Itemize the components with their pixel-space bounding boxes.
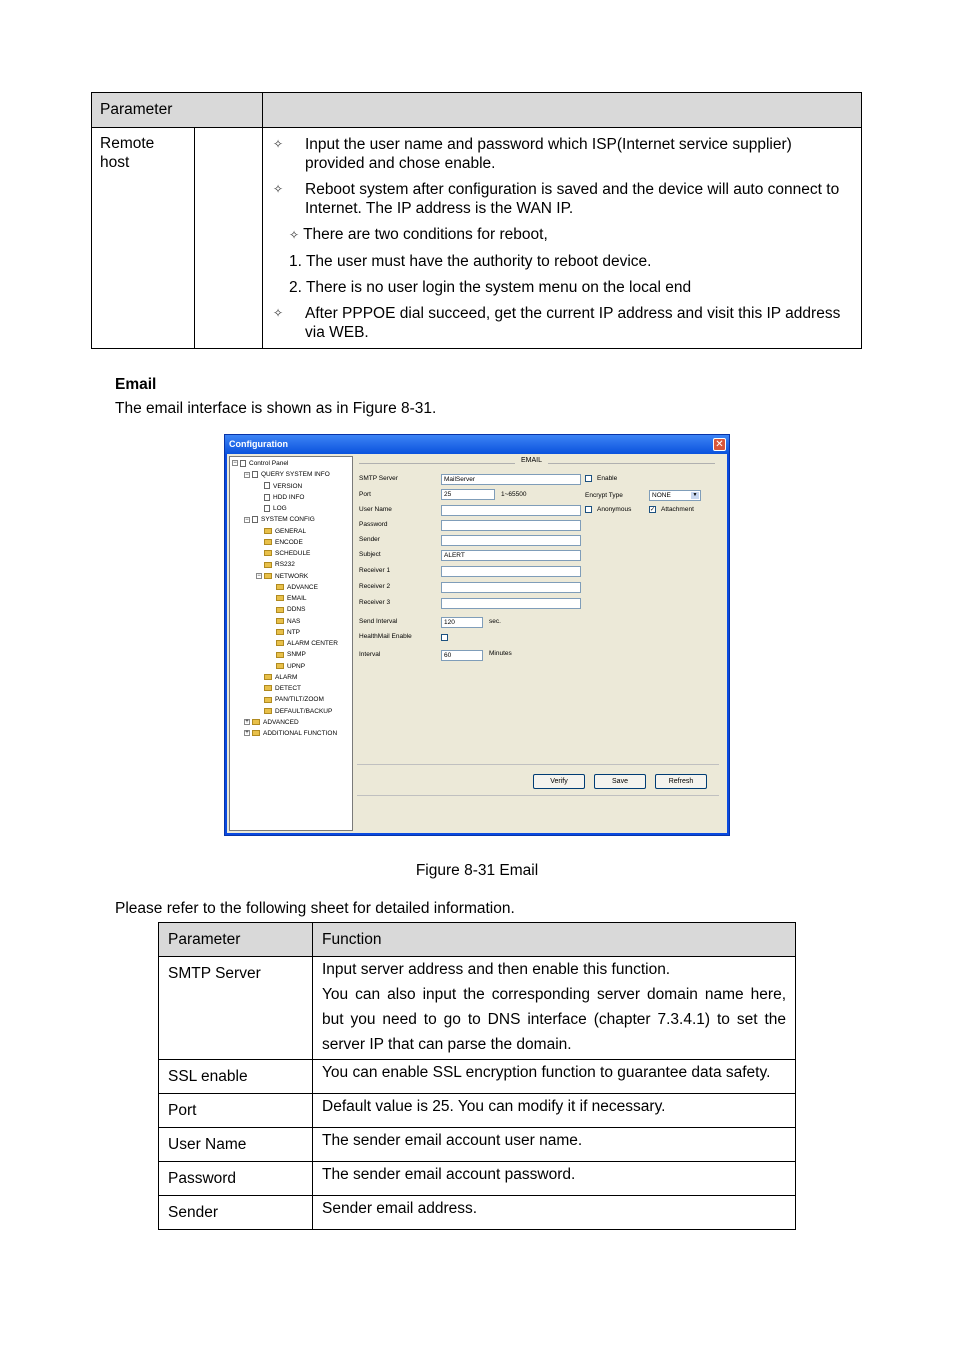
table-header-row	[92, 93, 862, 128]
close-icon[interactable]: ✕	[713, 438, 726, 451]
folder-icon	[276, 584, 284, 590]
tree-item[interactable]	[244, 718, 299, 728]
folder-icon	[252, 719, 260, 725]
folder-icon	[276, 629, 284, 635]
user-name-input[interactable]	[441, 505, 581, 516]
window-title: Configuration	[225, 435, 729, 454]
header-parameter: Parameter	[92, 93, 263, 128]
tree-item-label: DETECT	[275, 685, 301, 692]
param-cell: SMTP Server	[159, 957, 313, 1060]
tree-item[interactable]	[256, 538, 303, 548]
receiver3-label: Receiver 3	[359, 599, 391, 606]
tree-item-label: UPNP	[287, 662, 306, 670]
table-row	[159, 1060, 796, 1094]
bullet-item	[263, 180, 861, 218]
minutes-label: Minutes	[489, 650, 512, 657]
send-interval-input[interactable]: 120	[441, 617, 483, 628]
param-cell: User Name	[159, 1128, 313, 1162]
config-tree	[229, 456, 353, 831]
table-row	[159, 1162, 796, 1196]
remote-host-table	[91, 92, 862, 349]
attachment-checkbox[interactable]: ✓	[650, 507, 656, 513]
encrypt-type-value: NONE	[652, 492, 671, 499]
figure-caption: Figure 8-31 Email	[415, 862, 539, 879]
folder-icon	[264, 697, 272, 703]
group-title: EMAIL	[515, 457, 548, 464]
function-text: You can also input the corresponding server domain name here, but you need to go to DNS interface (chapter 7.3.4.1) to set the server IP that can parse the domain.	[322, 986, 786, 1053]
tree-item-label: ALARM	[275, 673, 298, 681]
attachment-label: Attachment	[661, 506, 694, 513]
password-input[interactable]	[441, 520, 581, 531]
tree-item[interactable]	[256, 572, 308, 582]
tree-item-label: GENERAL	[275, 527, 307, 535]
tree-item-label: DDNS	[287, 606, 306, 614]
folder-icon	[264, 562, 272, 568]
tree-item[interactable]	[256, 707, 332, 717]
sender-input[interactable]	[441, 535, 581, 546]
enable-label: Enable	[597, 475, 618, 482]
table-row	[159, 1094, 796, 1128]
bullet-icon: ✧	[273, 306, 284, 320]
sec-label: sec.	[489, 618, 501, 625]
header-parameter: Parameter	[159, 923, 313, 957]
tree-item[interactable]	[268, 639, 338, 649]
folder-icon	[264, 708, 272, 714]
tree-item[interactable]	[268, 594, 307, 604]
bullet-item	[263, 304, 861, 342]
expand-icon[interactable]: +	[245, 730, 249, 737]
tree-item[interactable]	[256, 504, 287, 514]
tree-item[interactable]	[256, 527, 306, 537]
folder-icon	[252, 730, 260, 736]
section-heading: Email	[115, 376, 157, 393]
folder-icon	[276, 618, 284, 624]
email-panel	[355, 456, 725, 831]
function-text: Sender email address.	[322, 1200, 478, 1217]
folder-icon	[276, 607, 284, 613]
folder-icon	[276, 640, 284, 646]
function-cell	[313, 1162, 796, 1196]
table-row	[159, 1128, 796, 1162]
table-header-row	[159, 923, 796, 957]
function-text: Input server address and then enable this function.	[322, 961, 671, 978]
folder-icon	[264, 674, 272, 680]
tree-item[interactable]	[256, 482, 302, 492]
smtp-server-input[interactable]: MailServer	[441, 474, 581, 485]
tree-item[interactable]	[256, 560, 295, 570]
function-cell	[313, 1196, 796, 1230]
tree-item[interactable]	[244, 729, 337, 739]
healthmail-enable-label: HealthMail Enable	[359, 633, 412, 640]
tree-item[interactable]	[268, 650, 306, 660]
function-cell	[313, 1060, 796, 1094]
bullet-icon: ✧	[289, 228, 300, 242]
user-name-label: User Name	[359, 506, 392, 513]
bullet-text: After PPPOE dial succeed, get the current IP address and visit this IP address via WEB.	[305, 305, 841, 341]
encrypt-type-label: Encrypt Type	[585, 492, 623, 499]
port-input[interactable]: 25	[441, 489, 495, 500]
tree-item[interactable]	[256, 684, 301, 694]
table-row	[159, 1196, 796, 1230]
chevron-down-icon: ▼	[692, 492, 698, 498]
enable-checkbox[interactable]	[585, 475, 592, 482]
smtp-server-label: SMTP Server	[359, 475, 398, 482]
table-row	[92, 128, 862, 349]
subject-input[interactable]: ALERT	[441, 550, 581, 561]
window-body	[227, 454, 727, 833]
function-text: The sender email account password.	[322, 1166, 576, 1183]
tree-item-label: PAN/TILT/ZOOM	[275, 696, 324, 704]
tree-item-label: SNMP	[287, 651, 306, 659]
empty-cell	[195, 128, 263, 349]
section-intro: The email interface is shown as in Figure 8-31.	[115, 400, 437, 417]
refresh-button[interactable]: Refresh	[655, 774, 707, 789]
tree-item[interactable]	[268, 628, 300, 638]
save-button[interactable]: Save	[594, 774, 646, 789]
healthmail-enable-checkbox[interactable]	[441, 634, 448, 641]
receiver1-input[interactable]	[441, 566, 581, 577]
sub-bullet-text: There are two conditions for reboot,	[303, 226, 548, 243]
tree-item-label: LOG	[273, 505, 287, 512]
description-cell	[263, 128, 862, 349]
receiver2-label: Receiver 2	[359, 583, 391, 590]
divider	[357, 795, 719, 796]
anonymous-checkbox[interactable]	[585, 506, 592, 513]
function-cell	[313, 1094, 796, 1128]
receiver3-input[interactable]	[441, 598, 581, 609]
password-label: Password	[359, 521, 388, 528]
folder-icon	[264, 685, 272, 691]
function-text: Default value is 25. You can modify it if necessary.	[322, 1098, 666, 1115]
tree-item[interactable]	[256, 493, 304, 503]
refer-text: Please refer to the following sheet for detailed information.	[115, 900, 515, 917]
tree-item[interactable]	[256, 549, 310, 559]
system-icon	[252, 471, 258, 478]
tree-item-label: HDD INFO	[273, 493, 305, 501]
tree-item-label: ENCODE	[275, 538, 303, 546]
document-icon	[240, 460, 246, 467]
tree-item[interactable]	[268, 617, 300, 627]
tree-item-label: ALARM CENTER	[287, 640, 338, 647]
tree-item-label: VERSION	[273, 482, 303, 490]
header-empty	[263, 93, 862, 128]
tree-item[interactable]	[232, 459, 288, 469]
tree-item-label: ADVANCE	[287, 583, 318, 591]
param-cell: SSL enable	[159, 1060, 313, 1094]
port-range-label: 1~65500	[501, 491, 527, 498]
receiver1-label: Receiver 1	[359, 567, 391, 574]
header-function: Function	[313, 923, 796, 957]
folder-icon	[264, 539, 272, 545]
bullet-icon: ✧	[273, 137, 284, 151]
anonymous-label: Anonymous	[597, 506, 632, 513]
folder-icon	[276, 652, 284, 658]
condition-item: 1. The user must have the authority to reboot device.	[289, 253, 652, 270]
send-interval-label: Send Interval	[359, 618, 398, 625]
row-label-remote-host: Remote host	[92, 128, 195, 349]
collapse-icon[interactable]: −	[245, 471, 249, 478]
encrypt-type-select[interactable]	[649, 490, 701, 501]
function-cell	[313, 1128, 796, 1162]
collapse-icon[interactable]: −	[257, 572, 261, 579]
port-label: Port	[359, 491, 371, 498]
param-cell: Port	[159, 1094, 313, 1128]
tree-item[interactable]	[256, 673, 297, 683]
folder-icon	[264, 550, 272, 556]
receiver2-input[interactable]	[441, 582, 581, 593]
interval-input[interactable]: 60	[441, 650, 483, 661]
param-cell: Password	[159, 1162, 313, 1196]
tree-item-label: SYSTEM CONFIG	[261, 516, 315, 524]
collapse-icon[interactable]: −	[233, 460, 237, 467]
sender-label: Sender	[359, 536, 380, 543]
tree-item-label: ADVANCED	[263, 718, 299, 726]
document-icon	[264, 494, 270, 501]
tree-item-label: NAS	[287, 617, 301, 625]
table-body	[159, 957, 796, 1230]
document-icon	[264, 482, 270, 489]
tree-item[interactable]	[268, 605, 305, 615]
folder-icon	[264, 573, 272, 579]
tree-item-label: NTP	[287, 628, 300, 636]
tree-item-label: NETWORK	[275, 572, 309, 580]
subject-label: Subject	[359, 551, 381, 558]
function-text: You can enable SSL encryption function to guarantee data safety.	[322, 1064, 771, 1081]
tree-item[interactable]	[268, 662, 305, 672]
bullet-text: Reboot system after configuration is saved and the device will auto connect to Internet. The IP address is the WAN IP.	[305, 181, 840, 217]
tree-item-label: DEFAULT/BACKUP	[275, 707, 333, 715]
tree-item[interactable]	[268, 583, 318, 593]
tree-item-label: QUERY SYSTEM INFO	[261, 471, 330, 479]
folder-icon	[276, 663, 284, 669]
email-parameter-table	[158, 922, 796, 1230]
tree-item-label: RS232	[275, 561, 295, 569]
tree-item-label: EMAIL	[287, 595, 307, 602]
tree-item[interactable]	[244, 470, 330, 480]
tree-item[interactable]	[244, 515, 315, 525]
function-cell	[313, 957, 796, 1060]
bullet-icon: ✧	[273, 182, 284, 196]
folder-icon	[276, 595, 284, 601]
sub-bullet-item	[263, 225, 861, 245]
system-icon	[252, 516, 258, 523]
tree-item-label: ADDITIONAL FUNCTION	[263, 730, 338, 737]
condition-item: 2. There is no user login the system menu on the local end	[289, 279, 692, 296]
bullet-text: Input the user name and password which ISP(Internet service supplier) provided and chose enable.	[305, 136, 792, 172]
configuration-window	[224, 434, 730, 836]
interval-label: Interval	[359, 651, 381, 658]
divider	[357, 764, 719, 765]
table-row	[159, 957, 796, 1060]
folder-icon	[264, 528, 272, 534]
bullet-item	[263, 135, 861, 173]
tree-item-label: Control Panel	[249, 460, 289, 467]
expand-icon[interactable]: +	[245, 719, 249, 726]
document-icon	[264, 505, 270, 512]
collapse-icon[interactable]: −	[245, 516, 249, 523]
tree-item-label: SCHEDULE	[275, 550, 311, 557]
tree-item[interactable]	[256, 695, 324, 705]
function-text: The sender email account user name.	[322, 1132, 583, 1149]
verify-button[interactable]: Verify	[533, 774, 585, 789]
param-cell: Sender	[159, 1196, 313, 1230]
